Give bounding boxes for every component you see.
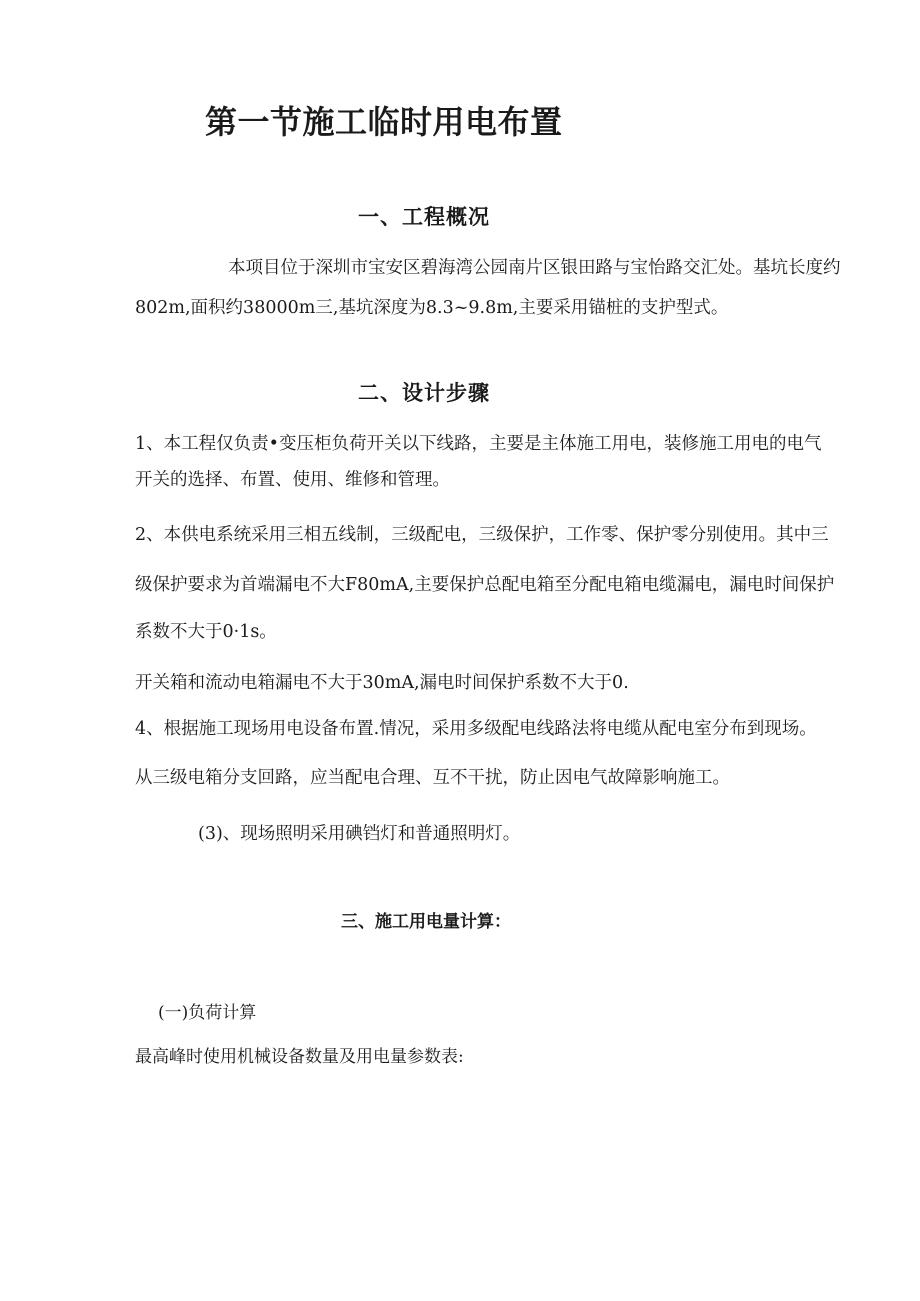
design-step-1-line-2: 开关的选择、布置、使用、维修和管理。 — [135, 470, 450, 490]
page-title: 第一节施工临时用电布置 — [205, 103, 563, 141]
section-heading-overview: 一、工程概况 — [358, 204, 490, 229]
table-intro-line: 最高峰时使用机械设备数量及用电量参数表: — [135, 1047, 464, 1067]
design-step-4-line-1: 4、根据施工现场用电设备布置.情况，采用多级配电线路法将电缆从配电室分布到现场。 — [135, 719, 817, 739]
design-step-3-line: 开关箱和流动电箱漏电不大于30mA,漏电时间保护系数不大于0. — [135, 673, 629, 693]
section-heading-design-steps: 二、设计步骤 — [358, 380, 490, 405]
subsection-load-calculation: (一)负荷计算 — [158, 1003, 257, 1023]
overview-paragraph-line-1: 本项目位于深圳市宝安区碧海湾公园南片区银田路与宝怡路交汇处。基坑长度约 — [228, 258, 841, 278]
design-step-4-line-2: 从三级电箱分支回路，应当配电合理、互不干扰，防止因电气故障影响施工。 — [135, 768, 730, 788]
overview-paragraph-line-2: 802m,面积约38000m三,基坑深度为8.3~9.8m,主要采用锚桩的支护型式。 — [135, 298, 729, 318]
design-step-1-line-1: 1、本工程仅负责•变压柜负荷开关以下线路，主要是主体施工用电，装修施工用电的电气 — [135, 434, 822, 454]
design-step-lighting-line: (3)、现场照明采用碘铛灯和普通照明灯。 — [198, 824, 521, 844]
design-step-2-line-2: 级保护要求为首端漏电不大F80mA,主要保护总配电箱至分配电箱电缆漏电，漏电时间保护 — [135, 575, 835, 595]
design-step-2-line-3: 系数不大于0·1s。 — [135, 622, 277, 642]
section-heading-power-calculation: 三、施工用电量计算： — [341, 912, 511, 932]
design-step-2-line-1: 2、本供电系统采用三相五线制，三级配电，三级保护，工作零、保护零分别使用。其中三 — [135, 525, 829, 545]
